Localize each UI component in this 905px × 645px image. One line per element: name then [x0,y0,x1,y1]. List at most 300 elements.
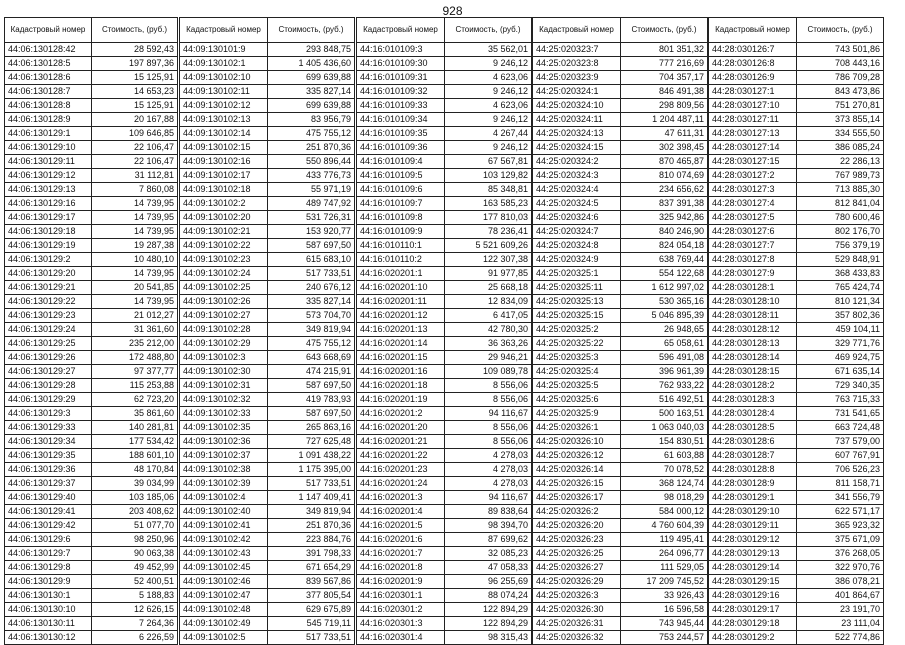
cadastral-number: 44:09:130102:3 [180,351,268,365]
cadastral-number: 44:16:020201:16 [357,365,445,379]
cost-value: 122 894,29 [445,603,532,617]
cost-value: 103 185,06 [92,491,178,505]
table-row [5,603,178,617]
cadastral-number: 44:06:130128:6 [5,71,92,85]
cadastral-number: 44:06:130129:13 [5,183,92,197]
cost-value: 87 699,62 [445,533,532,547]
table-row [180,435,355,449]
table-row [180,127,355,141]
cadastral-number: 44:25:020324:1 [533,85,621,99]
cadastral-number: 44:09:130102:37 [180,449,268,463]
cost-value: 298 809,56 [621,99,708,113]
table-row [709,421,884,435]
table-row [709,323,884,337]
cadastral-number: 44:25:020326:10 [533,435,621,449]
cadastral-number: 44:25:020324:3 [533,169,621,183]
cost-value: 98 250,96 [92,533,178,547]
cost-value: 391 798,33 [268,547,355,561]
cadastral-number: 44:06:130129:9 [5,575,92,589]
table-row [180,449,355,463]
table-row [357,337,532,351]
cost-value: 89 838,64 [445,505,532,519]
page-number: 928 [442,4,463,18]
cadastral-number: 44:06:130129:37 [5,477,92,491]
cost-value: 9 246,12 [445,113,532,127]
cost-value: 810 121,34 [797,295,884,309]
cost-value: 8 556,06 [445,393,532,407]
cadastral-number: 44:06:130129:35 [5,449,92,463]
cost-value: 188 601,10 [92,449,178,463]
cadastral-number: 44:28:030128:2 [709,379,797,393]
cost-value: 51 077,70 [92,519,178,533]
cost-value: 737 579,00 [797,435,884,449]
table-row [5,575,178,589]
cadastral-number: 44:09:130102:36 [180,435,268,449]
cost-value: 90 063,38 [92,547,178,561]
cadastral-number: 44:28:030128:10 [709,295,797,309]
cost-value: 109 089,78 [445,365,532,379]
cost-value: 517 733,51 [268,267,355,281]
cadastral-number: 44:28:030128:3 [709,393,797,407]
table-row [709,449,884,463]
table-row [180,99,355,113]
cadastral-number: 44:06:130129:28 [5,379,92,393]
table-row [5,365,178,379]
cost-value: 522 774,86 [797,631,884,645]
table-row [709,169,884,183]
cost-value: 4 278,03 [445,449,532,463]
cost-value: 4 278,03 [445,463,532,477]
cost-value: 349 819,94 [268,323,355,337]
table-row [180,575,355,589]
cadastral-number: 44:28:030128:1 [709,281,797,295]
table-row [533,533,708,547]
cadastral-number: 44:16:020301:4 [357,631,445,645]
cost-value: 17 209 745,52 [621,575,708,589]
cost-value: 643 668,69 [268,351,355,365]
table-row [709,631,884,645]
cost-value: 8 556,06 [445,421,532,435]
cadastral-number: 44:25:020325:15 [533,309,621,323]
cost-value: 811 158,71 [797,477,884,491]
cost-value: 584 000,12 [621,505,708,519]
cadastral-number: 44:09:130102:28 [180,323,268,337]
cost-value: 21 012,27 [92,309,178,323]
cost-value: 743 945,44 [621,617,708,631]
table-row [180,309,355,323]
cost-value: 23 111,04 [797,617,884,631]
cost-value: 25 668,18 [445,281,532,295]
cadastral-number: 44:25:020324:2 [533,155,621,169]
table-row [709,351,884,365]
cost-value: 489 747,92 [268,197,355,211]
cadastral-table [4,17,178,645]
cost-value: 756 379,19 [797,239,884,253]
cadastral-number: 44:28:030128:14 [709,351,797,365]
table-row [357,71,532,85]
cost-value: 638 769,44 [621,253,708,267]
table-row [180,323,355,337]
cost-value: 153 920,77 [268,225,355,239]
cadastral-number: 44:16:020201:21 [357,435,445,449]
cost-value: 349 819,94 [268,505,355,519]
cadastral-number: 44:16:010110:1 [357,239,445,253]
cost-value: 91 977,85 [445,267,532,281]
table-row [180,43,355,57]
cost-value: 12 834,09 [445,295,532,309]
cadastral-number: 44:25:020326:17 [533,491,621,505]
cost-value: 8 556,06 [445,379,532,393]
cadastral-number: 44:09:130102:21 [180,225,268,239]
cadastral-number: 44:25:020326:14 [533,463,621,477]
table-row [357,617,532,631]
cadastral-number: 44:09:130102:41 [180,519,268,533]
table-row [5,155,178,169]
table-row [533,323,708,337]
cadastral-number: 44:16:020201:10 [357,281,445,295]
cost-value: 500 163,51 [621,407,708,421]
cadastral-number: 44:09:130102:11 [180,85,268,99]
cost-value: 122 307,38 [445,253,532,267]
cost-value: 4 623,06 [445,99,532,113]
cost-value: 20 541,85 [92,281,178,295]
table-row [180,85,355,99]
cost-value: 671 635,14 [797,365,884,379]
table-row [357,85,532,99]
cadastral-number: 44:09:130102:38 [180,463,268,477]
cost-value: 368 124,74 [621,477,708,491]
cost-value: 386 085,24 [797,141,884,155]
cadastral-number: 44:28:030129:16 [709,589,797,603]
table-row [357,463,532,477]
cost-value: 10 480,10 [92,253,178,267]
table-row [357,393,532,407]
table-row [180,561,355,575]
cadastral-number: 44:09:130102:24 [180,267,268,281]
table-row [357,155,532,169]
table-row [5,295,178,309]
table-row [180,225,355,239]
table-row [357,43,532,57]
cost-value: 35 861,60 [92,407,178,421]
cadastral-number: 44:28:030128:13 [709,337,797,351]
cost-value: 98 315,43 [445,631,532,645]
cost-value: 14 739,95 [92,197,178,211]
header-cost: Стоимость, (руб.) [445,18,532,43]
table-row [5,113,178,127]
table-row [180,253,355,267]
table-row [5,197,178,211]
table-row [533,57,708,71]
cost-value: 22 106,47 [92,155,178,169]
table-row [357,491,532,505]
cadastral-number: 44:16:020201:2 [357,407,445,421]
cost-value: 671 654,29 [268,561,355,575]
table-row [180,547,355,561]
cost-value: 47 611,31 [621,127,708,141]
cost-value: 5 521 609,26 [445,239,532,253]
table-row [357,547,532,561]
cadastral-number: 44:06:130129:17 [5,211,92,225]
cadastral-number: 44:16:010110:2 [357,253,445,267]
cadastral-number: 44:28:030128:5 [709,421,797,435]
cost-value: 97 377,77 [92,365,178,379]
table-row [5,169,178,183]
cadastral-number: 44:16:020201:13 [357,323,445,337]
cadastral-number: 44:06:130129:25 [5,337,92,351]
table-row [533,379,708,393]
table-row [180,491,355,505]
cadastral-number: 44:28:030127:4 [709,197,797,211]
cadastral-number: 44:28:030128:8 [709,463,797,477]
cadastral-number: 44:09:130102:12 [180,99,268,113]
cadastral-number: 44:16:010109:9 [357,225,445,239]
cost-value: 154 830,51 [621,435,708,449]
header-row [180,18,355,43]
cost-value: 5 046 895,39 [621,309,708,323]
table-row [180,169,355,183]
table-row [5,141,178,155]
table-row [709,57,884,71]
cadastral-number: 44:06:130129:2 [5,253,92,267]
cost-value: 475 755,12 [268,127,355,141]
cadastral-number: 44:06:130129:24 [5,323,92,337]
table-row [709,183,884,197]
cadastral-number: 44:28:030128:4 [709,407,797,421]
table-row [709,211,884,225]
cost-value: 8 556,06 [445,435,532,449]
cost-value: 357 802,36 [797,309,884,323]
cadastral-number: 44:06:130129:29 [5,393,92,407]
table-row [533,393,708,407]
cost-value: 777 216,69 [621,57,708,71]
table-row [180,267,355,281]
cost-value: 98 018,29 [621,491,708,505]
cost-value: 870 465,87 [621,155,708,169]
table-row [357,211,532,225]
cadastral-number: 44:25:020326:15 [533,477,621,491]
table-row [357,477,532,491]
cadastral-number: 44:06:130128:5 [5,57,92,71]
cadastral-number: 44:28:030127:13 [709,127,797,141]
cadastral-number: 44:06:130129:26 [5,351,92,365]
cost-value: 839 567,86 [268,575,355,589]
table-row [357,603,532,617]
table-row [180,183,355,197]
cadastral-number: 44:09:130102:5 [180,631,268,645]
header-cost: Стоимость, (руб.) [92,18,178,43]
cadastral-number: 44:09:130102:13 [180,113,268,127]
cost-value: 573 704,70 [268,309,355,323]
table-row [357,365,532,379]
cadastral-number: 44:25:020325:6 [533,393,621,407]
cadastral-number: 44:25:020324:4 [533,183,621,197]
cadastral-number: 44:16:010109:31 [357,71,445,85]
cadastral-table [179,17,355,645]
cadastral-number: 44:16:020201:1 [357,267,445,281]
table-row [709,547,884,561]
cadastral-number: 44:25:020325:2 [533,323,621,337]
header-cost: Стоимость, (руб.) [621,18,708,43]
table-row [5,267,178,281]
cost-value: 1 091 438,22 [268,449,355,463]
table-row [533,281,708,295]
cost-value: 70 078,52 [621,463,708,477]
table-row [5,449,178,463]
cadastral-number: 44:16:020201:5 [357,519,445,533]
cadastral-number: 44:09:130102:31 [180,379,268,393]
table-row [709,127,884,141]
table-row [533,561,708,575]
cadastral-number: 44:28:030128:15 [709,365,797,379]
cadastral-number: 44:28:030127:5 [709,211,797,225]
cost-value: 729 340,35 [797,379,884,393]
header-cadastral-number: Кадастровый номер [180,18,268,43]
table-row [533,225,708,239]
table-row [180,365,355,379]
cadastral-number: 44:16:020301:3 [357,617,445,631]
cadastral-number: 44:09:130102:40 [180,505,268,519]
cadastral-number: 44:06:130129:20 [5,267,92,281]
table-row [709,267,884,281]
cadastral-number: 44:28:030128:11 [709,309,797,323]
cost-value: 177 534,42 [92,435,178,449]
cost-value: 840 246,90 [621,225,708,239]
cost-value: 235 212,00 [92,337,178,351]
table-row [5,337,178,351]
table-row [357,197,532,211]
header-cost: Стоимость, (руб.) [268,18,355,43]
cadastral-table [708,17,884,645]
cadastral-number: 44:25:020325:11 [533,281,621,295]
table-row [709,575,884,589]
table-row [533,407,708,421]
table-row [533,169,708,183]
table-row [5,99,178,113]
cost-value: 251 870,36 [268,141,355,155]
cost-value: 78 236,41 [445,225,532,239]
table-row [709,71,884,85]
cost-value: 96 255,69 [445,575,532,589]
table-row [5,127,178,141]
cadastral-number: 44:06:130128:42 [5,43,92,57]
table-row [357,99,532,113]
cadastral-number: 44:06:130129:7 [5,547,92,561]
cadastral-number: 44:16:010109:6 [357,183,445,197]
cost-value: 140 281,81 [92,421,178,435]
header-row [357,18,532,43]
cadastral-number: 44:28:030126:7 [709,43,797,57]
cost-value: 596 491,08 [621,351,708,365]
cost-value: 23 191,70 [797,603,884,617]
table-row [709,113,884,127]
table-row [180,239,355,253]
cadastral-number: 44:16:020301:1 [357,589,445,603]
table-row [5,379,178,393]
table-row [180,463,355,477]
cadastral-number: 44:16:020201:18 [357,379,445,393]
cadastral-number: 44:25:020325:3 [533,351,621,365]
cost-value: 459 104,11 [797,323,884,337]
table-row [180,197,355,211]
cost-value: 713 885,30 [797,183,884,197]
cost-value: 516 492,51 [621,393,708,407]
cadastral-number: 44:16:020301:2 [357,603,445,617]
table-row [709,463,884,477]
table-row [357,225,532,239]
cost-value: 341 556,79 [797,491,884,505]
cost-value: 780 600,46 [797,211,884,225]
cost-value: 704 357,17 [621,71,708,85]
cadastral-number: 44:09:130102:10 [180,71,268,85]
cadastral-number: 44:25:020324:15 [533,141,621,155]
table-row [709,589,884,603]
cadastral-number: 44:16:010109:33 [357,99,445,113]
table-row [357,435,532,449]
cost-value: 19 287,38 [92,239,178,253]
cadastral-number: 44:28:030129:15 [709,575,797,589]
cadastral-number: 44:16:020201:4 [357,505,445,519]
cadastral-number: 44:06:130130:10 [5,603,92,617]
cost-value: 42 780,30 [445,323,532,337]
table-row [709,505,884,519]
header-cost: Стоимость, (руб.) [797,18,884,43]
table-row [180,281,355,295]
table-row [533,85,708,99]
cost-value: 1 204 487,11 [621,113,708,127]
cost-value: 375 671,09 [797,533,884,547]
table-row [709,141,884,155]
table-row [533,351,708,365]
table-row [357,309,532,323]
table-row [709,435,884,449]
table-row [5,463,178,477]
cadastral-number: 44:25:020326:23 [533,533,621,547]
cadastral-number: 44:28:030129:12 [709,533,797,547]
cost-value: 731 541,65 [797,407,884,421]
cost-value: 843 473,86 [797,85,884,99]
cadastral-number: 44:28:030127:11 [709,113,797,127]
cadastral-number: 44:09:130102:23 [180,253,268,267]
table-row [5,309,178,323]
cost-value: 386 078,21 [797,575,884,589]
cost-value: 802 176,70 [797,225,884,239]
cadastral-number: 44:28:030127:14 [709,141,797,155]
table-row [180,379,355,393]
cadastral-number: 44:06:130130:1 [5,589,92,603]
table-row [709,477,884,491]
table-row [533,589,708,603]
table-row [5,225,178,239]
cadastral-number: 44:09:130102:47 [180,589,268,603]
table-row [5,561,178,575]
cost-value: 177 810,03 [445,211,532,225]
table-row [533,449,708,463]
table-row [5,435,178,449]
cadastral-number: 44:06:130129:10 [5,141,92,155]
cadastral-number: 44:25:020326:25 [533,547,621,561]
table-row [533,575,708,589]
cost-value: 529 848,91 [797,253,884,267]
cadastral-number: 44:16:010109:8 [357,211,445,225]
cost-value: 15 125,91 [92,99,178,113]
table-row [533,477,708,491]
cost-value: 62 723,20 [92,393,178,407]
cadastral-number: 44:16:020201:12 [357,309,445,323]
table-row [533,183,708,197]
cost-value: 5 188,83 [92,589,178,603]
table-row [180,519,355,533]
